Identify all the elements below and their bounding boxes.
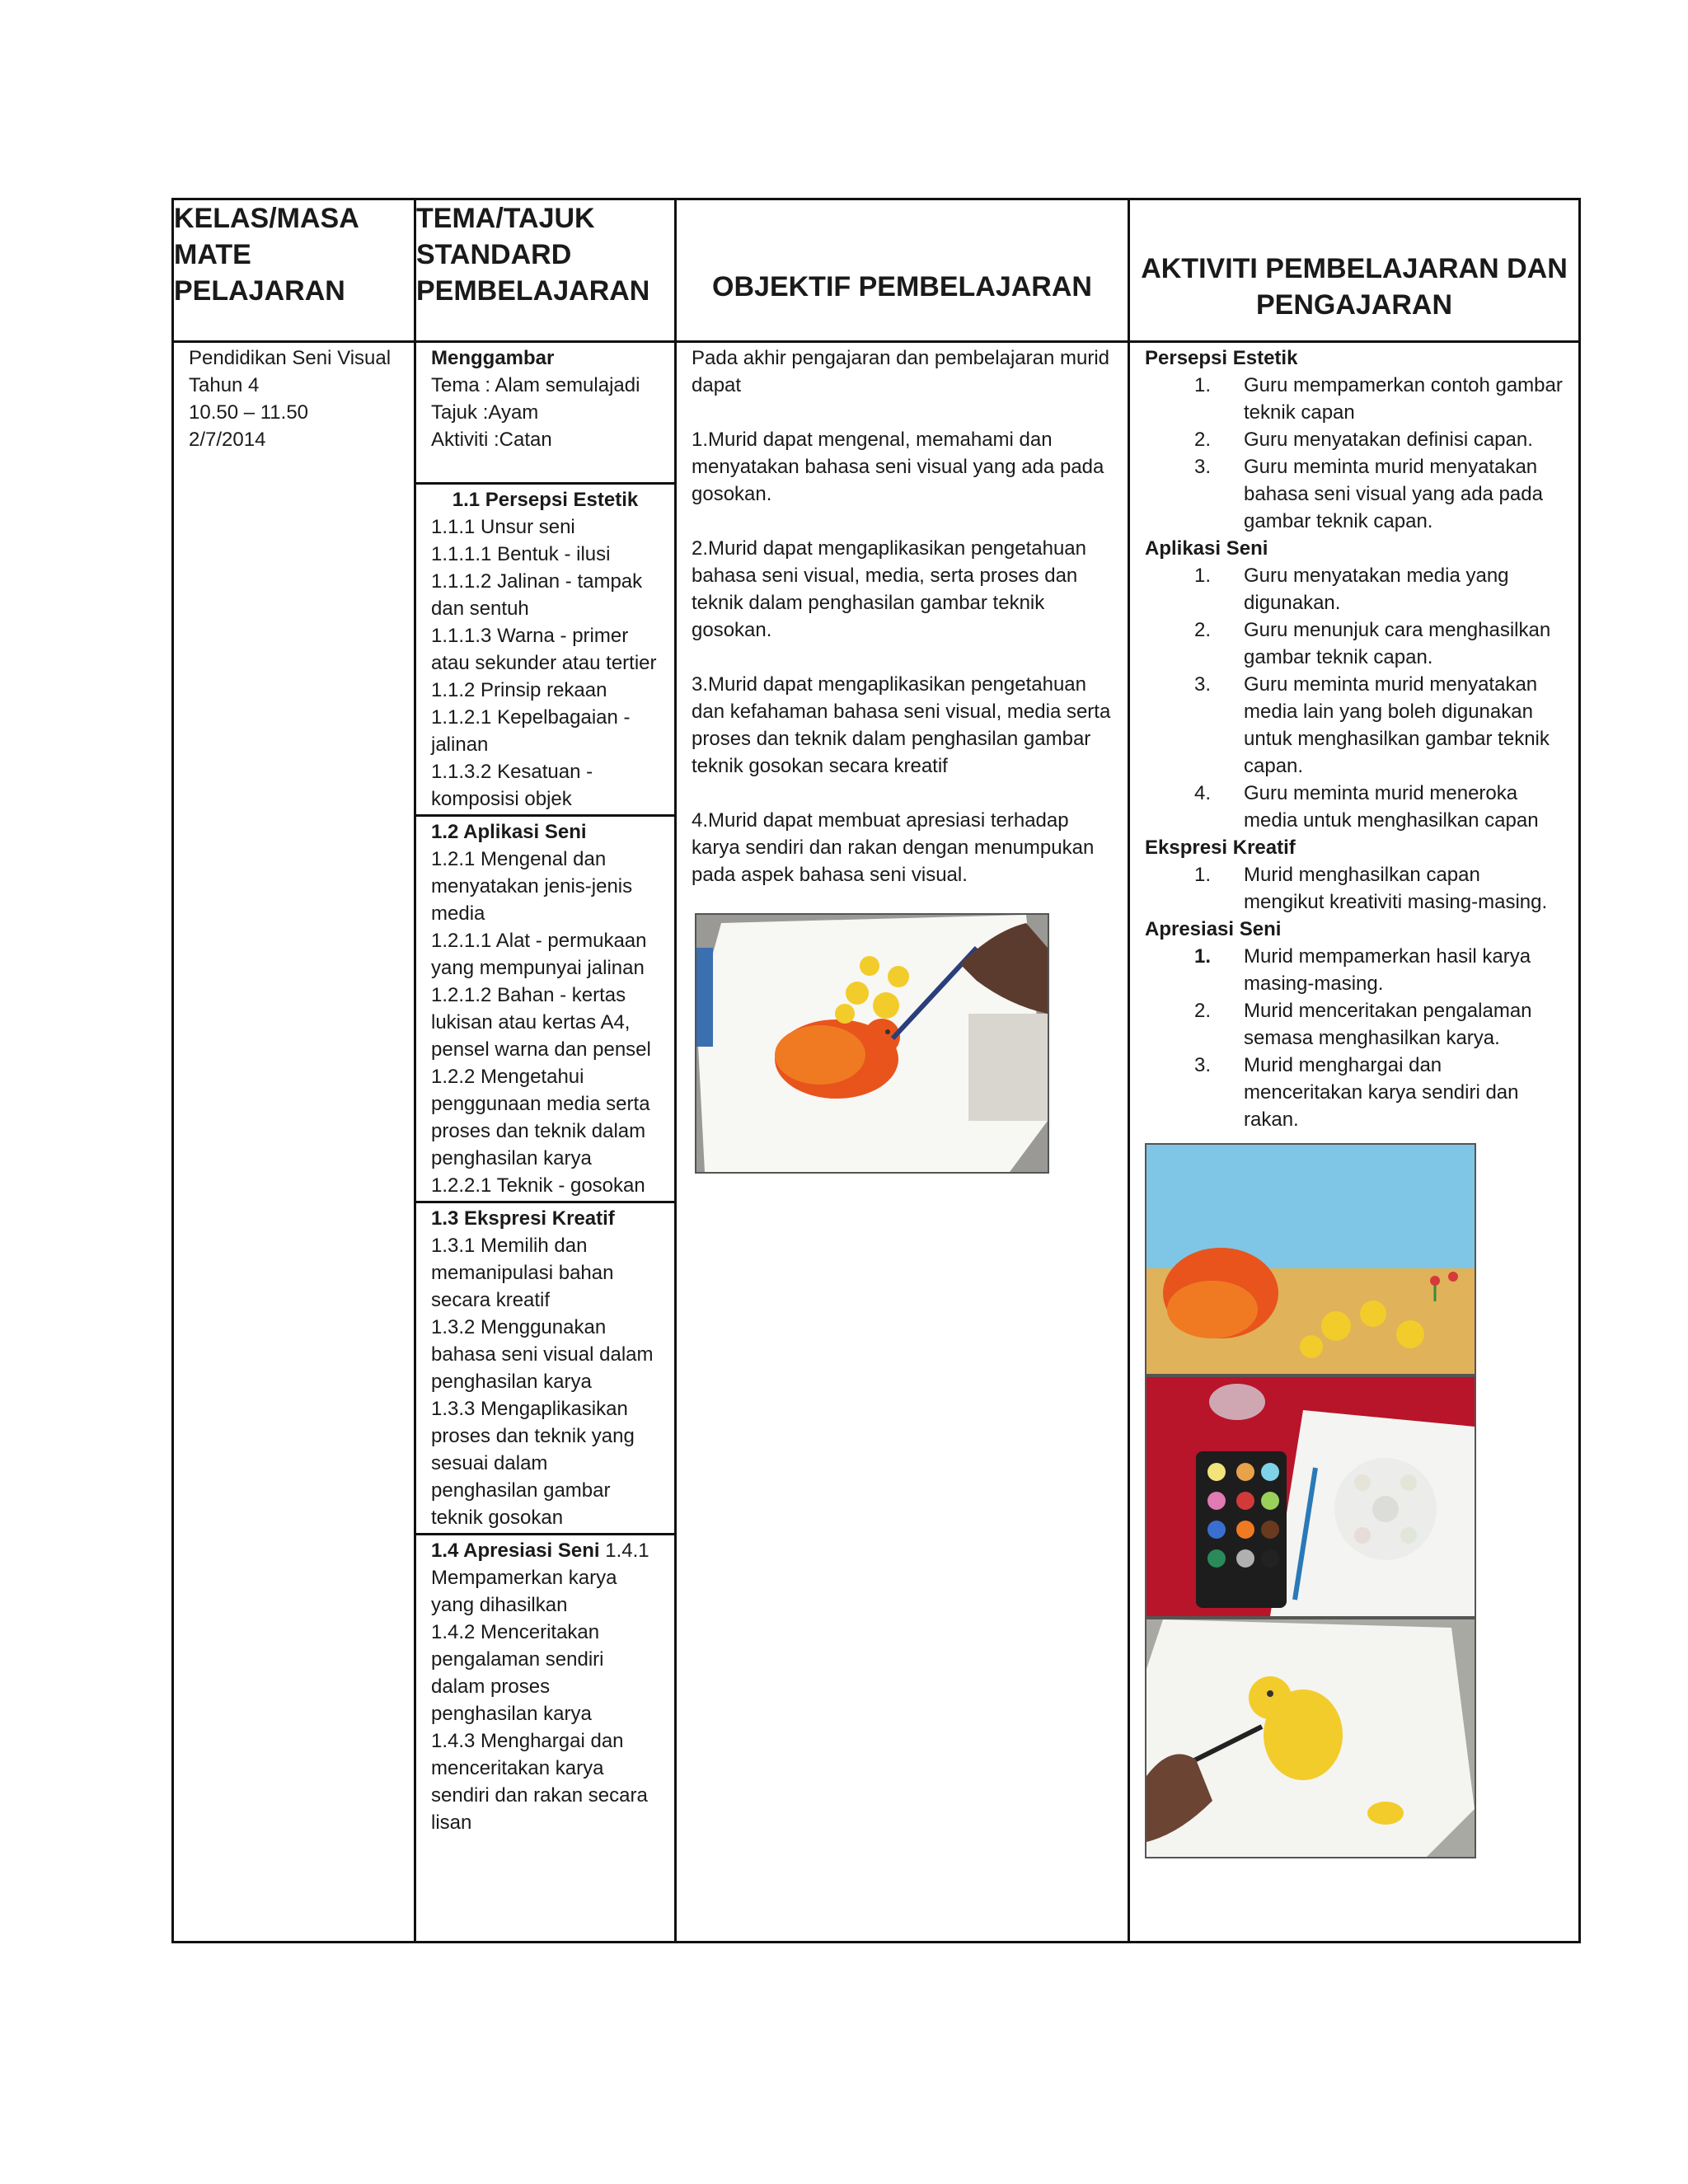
objektif-item: 4.Murid dapat membuat apresiasi terhadap karya sendiri dan rakan dengan menumpukan pada aspek bahasa seni visual. <box>692 809 1095 886</box>
aktiviti-section-title: Apresiasi Seni <box>1145 918 1282 940</box>
standard-item: 1.1.3.2 Kesatuan - komposisi objek <box>431 761 593 810</box>
aktiviti-item <box>1145 1052 1564 1133</box>
aktiviti-cell <box>1129 342 1580 1943</box>
time-text: 10.50 – 11.50 <box>189 401 309 424</box>
objektif-item: 3.Murid dapat mengaplikasikan pengetahuan dan kefahaman bahasa seni visual, media serta proses dan teknik dalam penghasilan gambar teknik gosokan secara kreatif <box>692 673 1111 777</box>
standard-item: 1.1.1.1 Bentuk - ilusi <box>431 543 611 565</box>
aktiviti-item-text: Murid menghasilkan capan mengikut kreativiti masing-masing. <box>1244 864 1548 913</box>
standard-1-title: 1.1 Persepsi Estetik <box>452 489 639 511</box>
aktiviti-list <box>1145 344 1564 1133</box>
kelas-cell <box>173 342 415 1943</box>
standard-2-list <box>431 846 659 1199</box>
body-row <box>173 342 1580 1943</box>
aktiviti-item-text: Murid menghargai dan menceritakan karya sendiri dan rakan. <box>1244 1054 1519 1131</box>
tema-text: Tema : Alam semulajadi <box>431 374 640 396</box>
aktiviti-item-number: 1. <box>1194 565 1212 587</box>
aktiviti-item-text: Guru menyatakan media yang digunakan. <box>1244 565 1509 614</box>
aktiviti-item <box>1145 562 1564 616</box>
standard-item: 1.2.1.1 Alat - permukaan yang mempunyai jalinan <box>431 930 647 979</box>
standard-4-list <box>431 1564 659 1836</box>
tajuk-text: Tajuk :Ayam <box>431 401 539 424</box>
standard-item: teknik gosokan <box>431 1507 564 1529</box>
aktiviti-item-number: 3. <box>1194 456 1212 478</box>
header-aktiviti: AKTIVITI PEMBELAJARAN DAN PENGAJARAN <box>1129 199 1580 342</box>
year-text: Tahun 4 <box>189 374 260 396</box>
aktiviti-item-text: Guru meminta murid meneroka media untuk menghasilkan capan <box>1244 782 1539 832</box>
standard-item: 1.3.1 Memilih dan memanipulasi bahan secara kreatif <box>431 1235 614 1311</box>
aktiviti-item-text: Murid menceritakan pengalaman semasa menghasilkan karya. <box>1244 1000 1532 1049</box>
standard-3-title: 1.3 Ekspresi Kreatif <box>431 1207 615 1230</box>
farm-painting-image <box>1146 1145 1475 1374</box>
date-text: 2/7/2014 <box>189 429 266 451</box>
aktiviti-item-text: Guru menyatakan definisi capan. <box>1244 429 1533 451</box>
paint-supplies-photo <box>1145 1376 1476 1618</box>
farm-painting-photo <box>1145 1143 1476 1376</box>
standard-item: 1.2.2 Mengetahui penggunaan media serta proses dan teknik dalam penghasilan karya <box>431 1066 650 1169</box>
aktiviti-item-number: 1. <box>1194 374 1212 396</box>
aktiviti-item <box>1145 426 1564 453</box>
bidang-text: Menggambar <box>431 347 555 369</box>
aktiviti-section-title: Aplikasi Seni <box>1145 537 1268 560</box>
aktiviti-item-text: Murid mempamerkan hasil karya masing-masing. <box>1244 945 1531 995</box>
standard-2 <box>416 814 674 1201</box>
aktiviti-section-list <box>1145 562 1564 834</box>
aktiviti-item-number: 2. <box>1194 429 1212 451</box>
standard-item: 1.1.1.3 Warna - primer atau sekunder atau tertier <box>431 625 657 674</box>
objektif-item: 2.Murid dapat mengaplikasikan pengetahuan bahasa seni visual, media, serta proses dan teknik dalam penghasilan gambar teknik gosokan. <box>692 537 1087 641</box>
hen-painting-photo <box>695 913 1049 1174</box>
aktiviti-item-number: 4. <box>1194 782 1212 804</box>
standard-item: 1.4.3 Menghargai dan menceritakan karya sendiri dan rakan secara lisan <box>431 1730 648 1834</box>
aktiviti-item-number: 3. <box>1194 1054 1212 1076</box>
aktiviti-item <box>1145 671 1564 780</box>
standard-item: 1.1.2.1 Kepelbagaian - jalinan <box>431 706 631 756</box>
standard-item: 1.1.1.2 Jalinan - tampak dan sentuh <box>431 570 643 620</box>
aktiviti-item <box>1145 997 1564 1052</box>
header-tema: TEMA/TAJUK STANDARD PEMBELAJARAN <box>415 199 676 342</box>
standard-item: 1.3.3 Mengaplikasikan proses dan teknik yang sesuai dalam penghasilan gambar <box>431 1398 635 1502</box>
header-row <box>173 199 1580 342</box>
header-kelas: KELAS/MASA MATE PELAJARAN <box>173 199 415 342</box>
chick-painting-photo <box>1145 1618 1476 1858</box>
aktiviti-section-title: Ekspresi Kreatif <box>1145 837 1296 859</box>
standard-item: 1.4.2 Menceritakan pengalaman sendiri dalam proses penghasilan karya <box>431 1621 604 1725</box>
lesson-plan-table <box>171 198 1581 1943</box>
aktiviti-item-text: Guru menunjuk cara menghasilkan gambar teknik capan. <box>1244 619 1551 668</box>
aktiviti-section-list <box>1145 372 1564 535</box>
standard-item: 1.3.2 Menggunakan bahasa seni visual dalam penghasilan karya <box>431 1316 654 1393</box>
aktiviti-item-text: Guru meminta murid menyatakan bahasa seni visual yang ada pada gambar teknik capan. <box>1244 456 1543 532</box>
standard-3-list <box>431 1232 659 1531</box>
standard-item: 1.1.2 Prinsip rekaan <box>431 679 607 701</box>
objektif-cell <box>676 342 1129 1943</box>
standard-4-first: 1.4.1 <box>605 1540 649 1562</box>
standard-2-title: 1.2 Aplikasi Seni <box>431 821 587 843</box>
standard-1-list <box>431 513 659 813</box>
aktiviti-section-list <box>1145 861 1564 916</box>
aktiviti-item-text: Guru mempamerkan contoh gambar teknik capan <box>1244 374 1563 424</box>
standard-item: 1.2.1 Mengenal dan menyatakan jenis-jenis media <box>431 848 633 925</box>
standard-1 <box>416 482 674 814</box>
aktiviti-item-number: 1. <box>1194 945 1212 968</box>
subject-text: Pendidikan Seni Visual <box>189 347 392 369</box>
aktiviti-item <box>1145 943 1564 997</box>
objektif-intro: Pada akhir pengajaran dan pembelajaran murid dapat <box>692 347 1109 396</box>
paint-supplies-image <box>1146 1377 1475 1616</box>
aktiviti-item <box>1145 861 1564 916</box>
aktiviti-item <box>1145 780 1564 834</box>
aktiviti-text: Aktiviti :Catan <box>431 429 552 451</box>
standard-4 <box>416 1533 674 1838</box>
aktiviti-item-number: 2. <box>1194 619 1212 641</box>
aktiviti-section-title: Persepsi Estetik <box>1145 347 1298 369</box>
objektif-item: 1.Murid dapat mengenal, memahami dan menyatakan bahasa seni visual yang ada pada gosokan. <box>692 429 1104 505</box>
aktiviti-section-list <box>1145 943 1564 1133</box>
aktiviti-item <box>1145 616 1564 671</box>
tema-cell <box>415 342 676 1943</box>
standard-item: 1.1.1 Unsur seni <box>431 516 575 538</box>
aktiviti-item <box>1145 453 1564 535</box>
standard-item: 1.2.1.2 Bahan - kertas lukisan atau kertas A4, pensel warna dan pensel <box>431 984 651 1061</box>
aktiviti-item-number: 2. <box>1194 1000 1212 1022</box>
hen-painting-image <box>696 915 1048 1172</box>
standard-item: Mempamerkan karya yang dihasilkan <box>431 1567 617 1616</box>
header-objektif: OBJEKTIF PEMBELAJARAN <box>676 199 1129 342</box>
standard-item: 1.2.2.1 Teknik - gosokan <box>431 1174 645 1197</box>
standard-3 <box>416 1201 674 1533</box>
standard-4-title: 1.4 Apresiasi Seni <box>431 1540 600 1562</box>
objektif-list <box>692 426 1113 888</box>
aktiviti-item-text: Guru meminta murid menyatakan media lain yang boleh digunakan untuk menghasilkan gambar teknik capan. <box>1244 673 1550 777</box>
chick-painting-image <box>1146 1619 1475 1857</box>
aktiviti-item-number: 3. <box>1194 673 1212 696</box>
aktiviti-item-number: 1. <box>1194 864 1212 886</box>
aktiviti-item <box>1145 372 1564 426</box>
